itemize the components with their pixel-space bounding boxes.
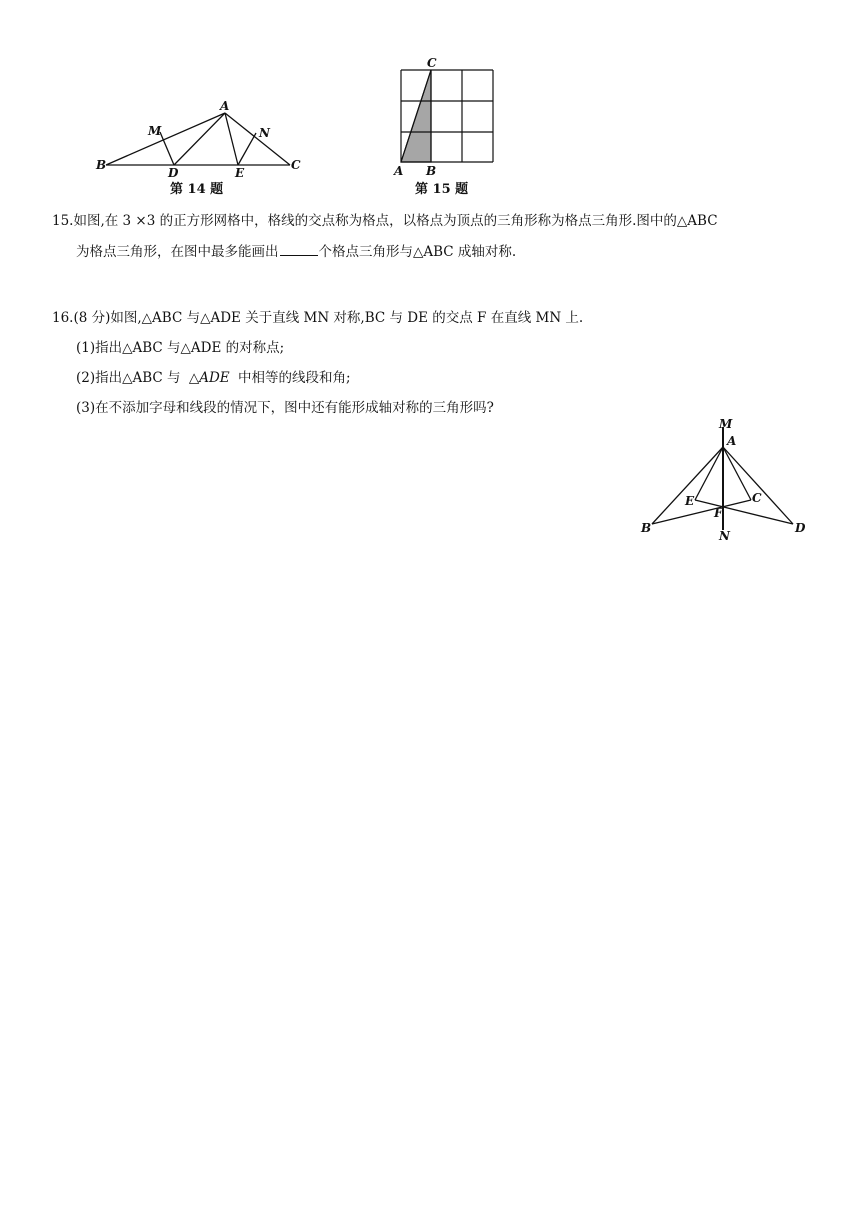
fig15-label-a: A [394, 164, 404, 178]
figure-16 [635, 415, 810, 545]
q15-line1: 15.如图,在 3 ×3 的正方形网格中，格线的交点称为格点，以格点为顶点的三角形称为格点三角形.图中的△ABC [52, 213, 718, 229]
fig14-label-a: A [220, 99, 230, 113]
fig14-caption: 第 14 题 [170, 182, 224, 197]
fig14-label-d: D [168, 166, 179, 180]
fig16-label-b: B [641, 521, 652, 535]
fig16-label-m: M [719, 417, 733, 431]
q15-answer-blank [280, 243, 318, 256]
fig16-label-e: E [685, 494, 695, 508]
q16-part2 [76, 370, 351, 386]
q16-stem: 16.(8 分)如图,△ABC 与△ADE 关于直线 MN 对称,BC 与 DE 的交点 F 在直线 MN 上. [52, 310, 584, 326]
q16-part2-math: △ADE [188, 370, 230, 386]
q16-part1: (1)指出△ABC 与△ADE 的对称点; [76, 340, 285, 356]
fig14-label-c: C [291, 158, 301, 172]
fig14-label-e: E [235, 166, 245, 180]
fig16-label-f: F [714, 506, 723, 520]
fig16-label-d: D [795, 521, 806, 535]
fig16-label-a: A [727, 434, 737, 448]
fig15-label-b: B [426, 164, 437, 178]
q16-part3: (3)在不添加字母和线段的情况下，图中还有能形成轴对称的三角形吗? [76, 400, 494, 416]
fig15-label-c: C [427, 56, 437, 70]
fig14-label-m: M [148, 124, 162, 138]
fig14-label-b: B [96, 158, 107, 172]
figure-14 [90, 95, 310, 200]
fig15-caption: 第 15 题 [415, 182, 469, 197]
q15-line2-before: 为格点三角形，在图中最多能画出 [76, 244, 279, 260]
q16-part2-after: 中相等的线段和角; [237, 370, 351, 386]
fig16-label-n: N [719, 529, 730, 543]
q15-line2-after: 个格点三角形与△ABC 成轴对称. [318, 244, 517, 260]
fig14-label-n: N [259, 126, 270, 140]
fig16-label-c: C [752, 491, 762, 505]
q16-part2-before: (2)指出△ABC 与 [76, 370, 181, 386]
figure-15 [390, 55, 505, 200]
q15-line2 [76, 243, 516, 260]
